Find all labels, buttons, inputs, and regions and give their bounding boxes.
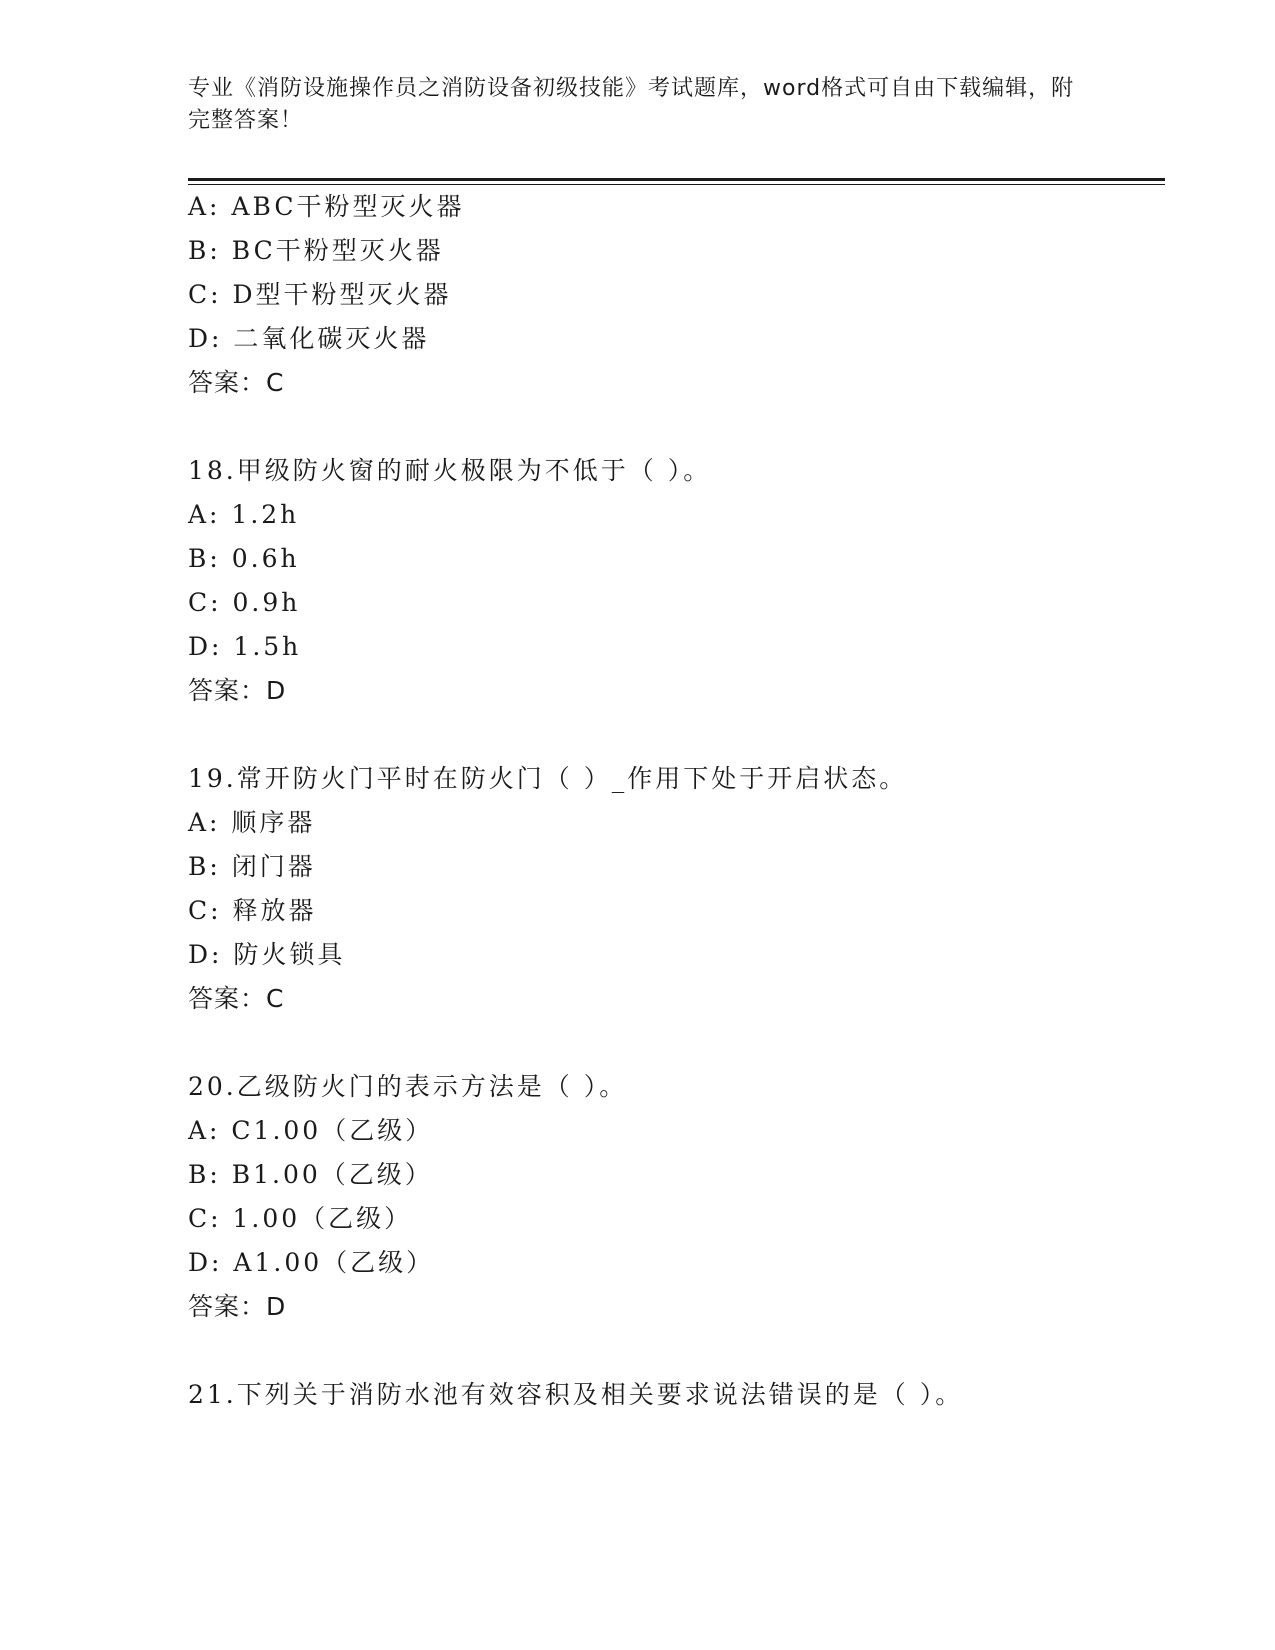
q20-answer: 答案：D [188, 1292, 287, 1321]
document-header: 专业《消防设施操作员之消防设备初级技能》考试题库，word格式可自由下载编辑，附完整答案！ [188, 76, 1075, 133]
q18-question: 18.甲级防火窗的耐火极限为不低于（ ）。 [188, 456, 712, 485]
q21-question: 21.下列关于消防水池有效容积及相关要求说法错误的是（ ）。 [188, 1380, 964, 1409]
q19-option-c: C: 释放器 [188, 896, 317, 925]
q17-option-c: C: D型干粉型灭火器 [188, 280, 452, 309]
header-rule-thin [188, 184, 1165, 185]
header-rule-thick [188, 178, 1165, 181]
q19-question: 19.常开防火门平时在防火门（ ）_作用下处于开启状态。 [188, 764, 908, 793]
q18-answer: 答案：D [188, 676, 287, 705]
q19-option-b: B: 闭门器 [188, 852, 316, 881]
q20-question: 20.乙级防火门的表示方法是（ ）。 [188, 1072, 628, 1101]
q18-option-d: D: 1.5h [188, 632, 302, 661]
q17-answer: 答案：C [188, 368, 285, 397]
q20-option-b: B: B1.00（乙级） [188, 1160, 433, 1189]
q18-option-a: A: 1.2h [188, 500, 300, 529]
q18-option-b: B: 0.6h [188, 544, 300, 573]
q19-answer: 答案：C [188, 984, 285, 1013]
q20-option-c: C: 1.00（乙级） [188, 1204, 413, 1233]
q20-option-d: D: A1.00（乙级） [188, 1248, 435, 1277]
q18-option-c: C: 0.9h [188, 588, 301, 617]
q17-option-a: A: ABC干粉型灭火器 [188, 192, 465, 221]
q20-option-a: A: C1.00（乙级） [188, 1116, 434, 1145]
q19-option-a: A: 顺序器 [188, 808, 316, 837]
q17-option-b: B: BC干粉型灭火器 [188, 236, 444, 265]
q17-option-d: D: 二氧化碳灭火器 [188, 324, 430, 353]
q19-option-d: D: 防火锁具 [188, 940, 346, 969]
